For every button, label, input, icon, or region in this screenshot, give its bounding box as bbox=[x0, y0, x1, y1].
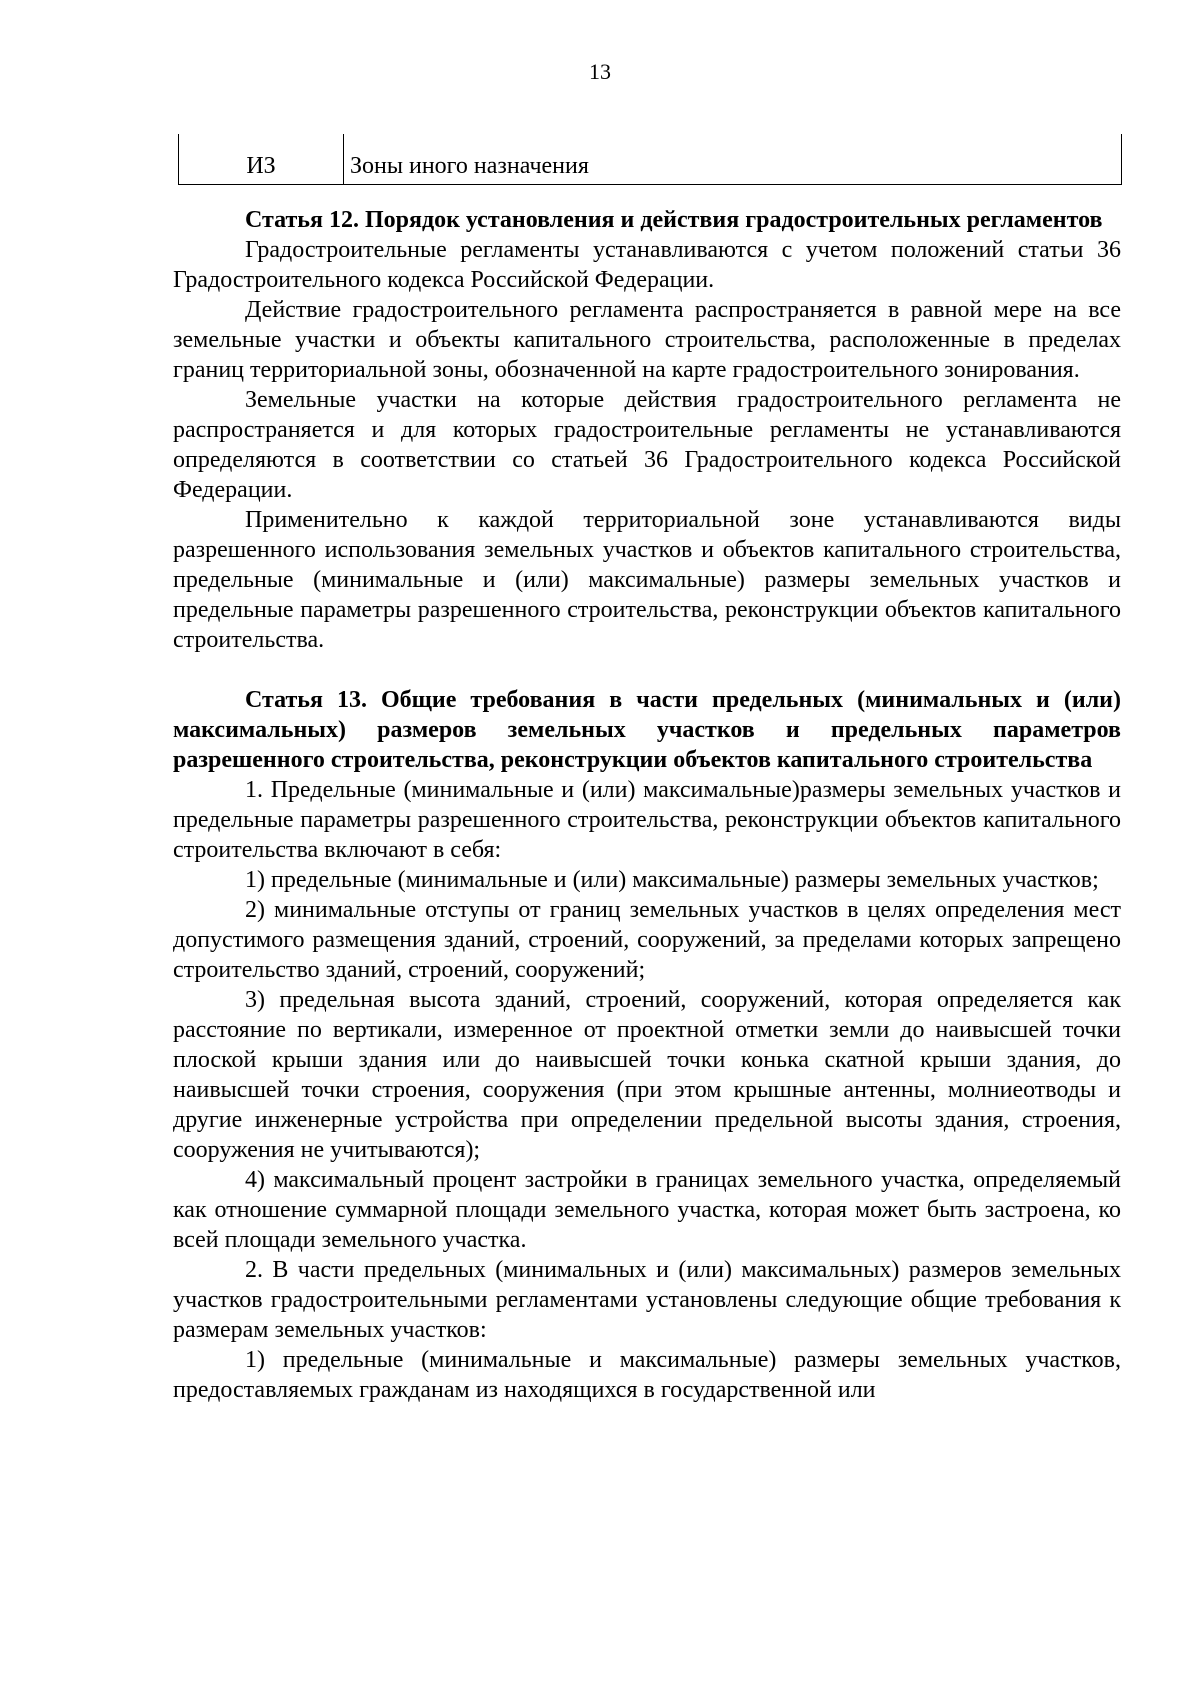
article-12-paragraph: Градостроительные регламенты устанавливаются с учетом положений статьи 36 Градостроительного кодекса Российской Федерации. bbox=[173, 237, 1121, 293]
article-13-paragraph: 2) минимальные отступы от границ земельных участков в целях определения мест допустимого размещения зданий, строений, сооружений, за пределами которых запрещено строительство зданий, строений, сооружений; bbox=[173, 897, 1121, 983]
article-12-paragraph: Земельные участки на которые действия градостроительного регламента не распространяется и для которых градостроительные регламенты не устанавливаются определяются в соответствии со статьей 36 Градостроительного кодекса Российской Федерации. bbox=[173, 387, 1121, 503]
article-13-paragraph: 2. В части предельных (минимальных и (или) максимальных) размеров земельных участков градостроительными регламентами установлены следующие общие требования к размерам земельных участков: bbox=[173, 1257, 1121, 1343]
article-12-heading: Статья 12. Порядок установления и действия градостроительных регламентов bbox=[245, 207, 1103, 233]
article-12-paragraph: Применительно к каждой территориальной зоне устанавливаются виды разрешенного использования земельных участков и объектов капитального строительства, предельные (минимальные и (или) максимальные) размеры земельных участков и предельные параметры разрешенного строительства, реконструкции объектов капитального строительства. bbox=[173, 507, 1121, 653]
zone-name-cell: Зоны иного назначения bbox=[344, 134, 1122, 185]
zone-table bbox=[178, 134, 1122, 185]
article-13-paragraph: 1. Предельные (минимальные и (или) максимальные)размеры земельных участков и предельные параметры разрешенного строительства, реконструкции объектов капитального строительства включают в себя: bbox=[173, 777, 1121, 863]
article-13-paragraph: 4) максимальный процент застройки в границах земельного участка, определяемый как отношение суммарной площади земельного участка, которая может быть застроена, ко всей площади земельного участка. bbox=[173, 1167, 1121, 1253]
article-12-paragraph: Действие градостроительного регламента распространяется в равной мере на все земельные участки и объекты капитального строительства, расположенные в пределах границ территориальной зоны, обозначенной на карте градостроительного зонирования. bbox=[173, 297, 1121, 383]
article-13-paragraph: 1) предельные (минимальные и максимальные) размеры земельных участков, предоставляемых гражданам из находящихся в государственной или bbox=[173, 1347, 1121, 1403]
page-number: 13 bbox=[589, 59, 611, 84]
zone-code-cell: ИЗ bbox=[179, 134, 344, 185]
table-row bbox=[179, 134, 1122, 185]
article-13-paragraph: 3) предельная высота зданий, строений, сооружений, которая определяется как расстояние по вертикали, измеренное от проектной отметки земли до наивысшей точки плоской крыши здания или до наивысшей точки конька скатной крыши здания, до наивысшей точки строения, сооружения (при этом крышные антенны, молниеотводы и другие инженерные устройства при определении предельной высоты здания, строения, сооружения не учитываются); bbox=[173, 987, 1121, 1163]
article-13-heading: Статья 13. Общие требования в части предельных (минимальных и (или) максимальных) размеров земельных участков и предельных параметров разрешенного строительства, реконструкции объектов капитального строительства bbox=[173, 687, 1121, 773]
article-13-paragraph: 1) предельные (минимальные и (или) максимальные) размеры земельных участков; bbox=[245, 867, 1099, 893]
document-body bbox=[173, 205, 1121, 1405]
